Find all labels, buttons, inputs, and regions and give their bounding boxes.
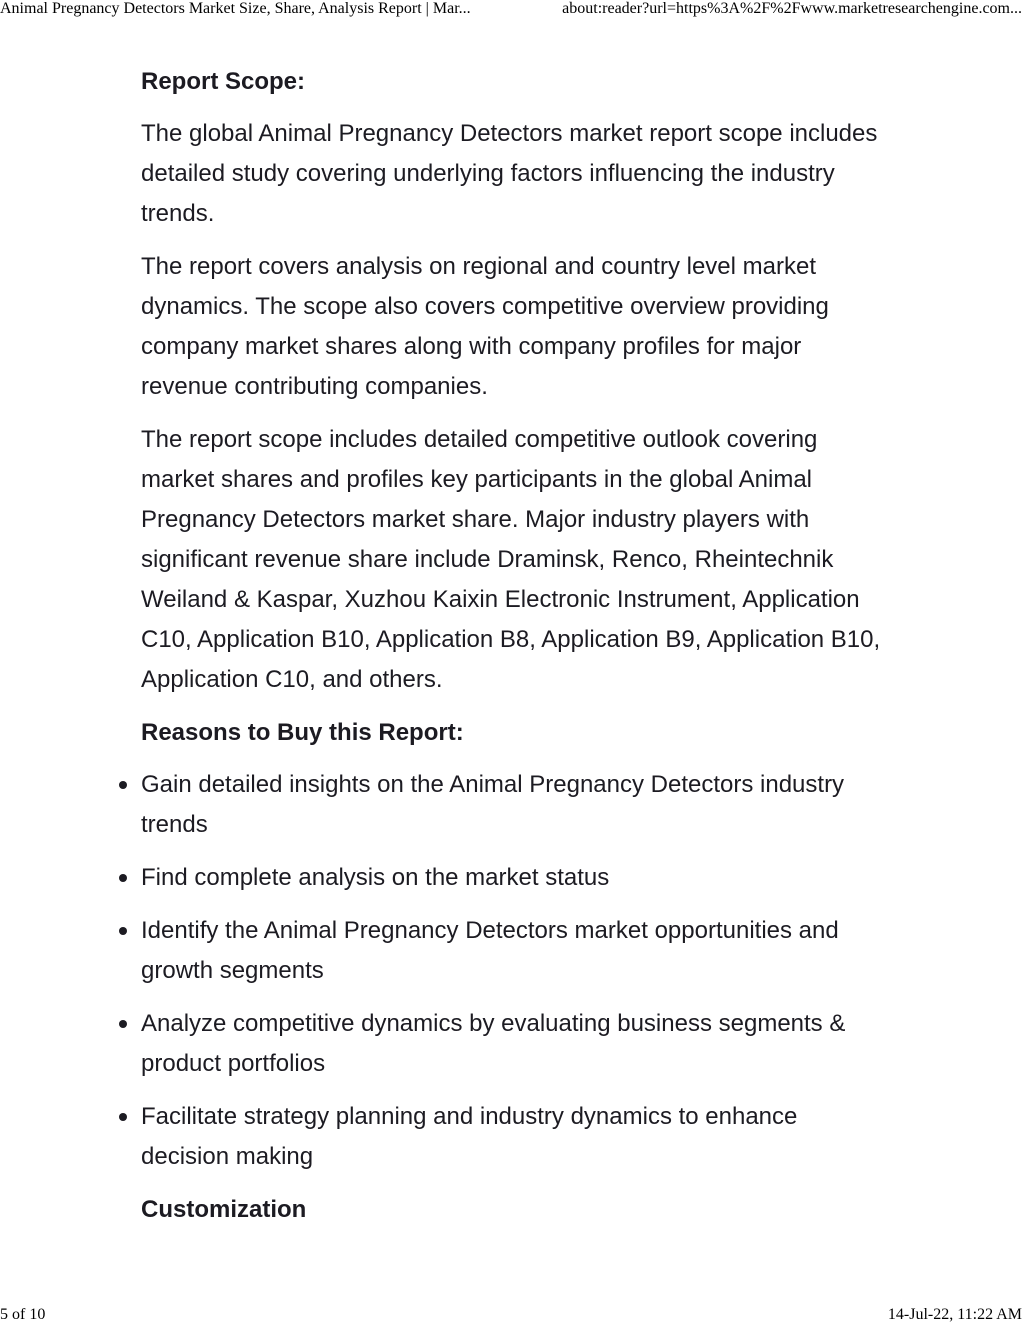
page-title: Animal Pregnancy Detectors Market Size, Share, Analysis Report | Mar... [0, 0, 471, 17]
page-number: 5 of 10 [0, 1306, 46, 1323]
list-item [141, 1097, 886, 1177]
list-item [141, 858, 886, 898]
reasons-list [141, 765, 886, 1177]
list-item [141, 911, 886, 991]
scope-paragraph-2: The report covers analysis on regional and country level market dynamics. The scope also covers competitive overview providing company market shares along with company profiles for major revenue contributing companies. [141, 253, 829, 400]
bullet-icon [119, 1020, 127, 1028]
bullet-icon [119, 781, 127, 789]
reason-text: Gain detailed insights on the Animal Pregnancy Detectors industry trends [141, 771, 845, 838]
bullet-icon [119, 1113, 127, 1121]
reason-text: Facilitate strategy planning and industry dynamics to enhance decision making [141, 1103, 798, 1170]
print-datetime: 14-Jul-22, 11:22 AM [887, 1306, 1022, 1323]
print-footer [0, 1306, 1024, 1326]
reason-text: Find complete analysis on the market status [141, 864, 610, 891]
reasons-heading: Reasons to Buy this Report: [141, 719, 464, 746]
reason-text: Identify the Animal Pregnancy Detectors market opportunities and growth segments [141, 917, 839, 984]
scope-paragraph-1: The global Animal Pregnancy Detectors market report scope includes detailed study covering underlying factors influencing the industry trends. [141, 120, 878, 227]
list-item [141, 1004, 886, 1084]
page-url: about:reader?url=https%3A%2F%2Fwww.marketresearchengine.com... [562, 0, 1022, 17]
list-item [141, 765, 886, 845]
bullet-icon [119, 927, 127, 935]
reason-text: Analyze competitive dynamics by evaluating business segments & product portfolios [141, 1010, 846, 1077]
print-header [0, 0, 1024, 22]
scope-paragraph-3: The report scope includes detailed competitive outlook covering market shares and profiles key participants in the global Animal Pregnancy Detectors market share. Major industry players with significant revenue share include Draminsk, Renco, Rheintechnik Weiland & Kaspar, Xuzhou Kaixin Electronic Instrument, Application C10, Application B10, Application B8, Application B9, Application B10, Application C10, and others. [141, 426, 881, 693]
report-scope-heading: Report Scope: [141, 68, 306, 95]
customization-heading: Customization [141, 1196, 307, 1223]
bullet-icon [119, 874, 127, 882]
article-content [141, 62, 886, 1242]
